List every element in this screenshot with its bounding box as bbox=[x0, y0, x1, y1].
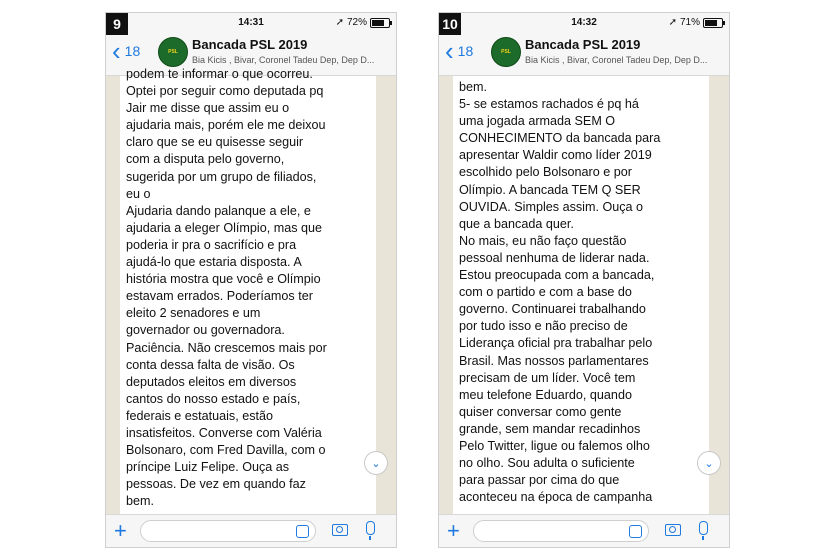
location-icon: ➚ bbox=[335, 17, 344, 28]
sticker-icon[interactable] bbox=[629, 525, 642, 538]
chevron-down-icon: ⌄ bbox=[371, 457, 381, 470]
camera-icon[interactable] bbox=[665, 524, 681, 536]
chevron-left-icon: ‹ bbox=[112, 36, 121, 66]
unread-count: 18 bbox=[457, 43, 474, 59]
group-logo-icon: PSL bbox=[168, 49, 178, 55]
unread-count: 18 bbox=[124, 43, 141, 59]
chat-title[interactable]: Bancada PSL 2019 bbox=[525, 37, 641, 52]
status-bar bbox=[439, 13, 729, 31]
message-input[interactable] bbox=[140, 520, 316, 542]
battery-percent: 71% bbox=[679, 17, 700, 28]
microphone-icon[interactable] bbox=[699, 521, 708, 535]
status-right bbox=[336, 17, 390, 28]
scroll-down-button[interactable] bbox=[364, 451, 388, 475]
camera-icon[interactable] bbox=[332, 524, 348, 536]
chat-participants[interactable]: Bia Kicis , Bivar, Coronel Tadeu Dep, Dep D... bbox=[525, 55, 708, 65]
battery-icon bbox=[370, 18, 390, 28]
status-time: 14:32 bbox=[571, 17, 597, 28]
chat-title[interactable]: Bancada PSL 2019 bbox=[192, 37, 308, 52]
message-text: podem te informar o que ocorreu. Optei por seguir como deputada pq Jair me disse que assim eu o ajudaria mais, porém ele me deixou claro que se eu quisesse seguir com a disputa pelo governo, sugerida por um grupo de filiados, eu o Ajudaria dando palanque a ele, e ajudaria a eleger Olímpio, mas que poderia ir pra o sacrifício e pra ajudá-lo que estaria disposta. A história mostra que você e Olímpio estavam errados. Poderíamos ter eleito 2 senadores e um governador ou governadora. Paciência. Não crescemos mais por conta dessa falta de visão. Os deputados eleitos em diversos cantos do nosso estado e país, federais e estatuais, estão insatisfeitos. Converse com Valéria Bolsonaro, com Fred Davilla, com o príncipe Luiz Felipe. Ouça as pessoas. De vez em quando faz bem. bbox=[126, 67, 327, 509]
chevron-left-icon: ‹ bbox=[445, 36, 454, 66]
status-time: 14:31 bbox=[238, 17, 264, 28]
plus-icon[interactable]: + bbox=[447, 518, 460, 543]
chevron-down-icon: ⌄ bbox=[704, 457, 714, 470]
chat-screenshot-9 bbox=[105, 12, 397, 548]
message-bubble[interactable] bbox=[120, 67, 376, 515]
battery-fill bbox=[705, 20, 717, 26]
battery-fill bbox=[372, 20, 384, 26]
chat-area[interactable] bbox=[439, 76, 729, 515]
group-avatar[interactable] bbox=[491, 37, 521, 67]
back-button[interactable] bbox=[112, 36, 141, 66]
status-bar bbox=[106, 13, 396, 31]
plus-icon[interactable]: + bbox=[114, 518, 127, 543]
microphone-icon[interactable] bbox=[366, 521, 375, 535]
location-icon: ➚ bbox=[668, 17, 677, 28]
screenshot-number-badge: 10 bbox=[439, 13, 461, 35]
message-input[interactable] bbox=[473, 520, 649, 542]
chat-screenshot-10 bbox=[438, 12, 730, 548]
battery-icon bbox=[703, 18, 723, 28]
chat-area[interactable] bbox=[106, 67, 396, 515]
status-right bbox=[669, 17, 723, 28]
group-avatar[interactable] bbox=[158, 37, 188, 67]
group-logo-icon: PSL bbox=[501, 49, 511, 55]
sticker-icon[interactable] bbox=[296, 525, 309, 538]
chat-header bbox=[439, 31, 729, 76]
screenshot-number-badge: 9 bbox=[106, 13, 128, 35]
message-text: bem. 5- se estamos rachados é pq há uma jogada armada SEM O CONHECIMENTO da bancada para apresentar Waldir como líder 2019 escolhido pelo Bolsonaro e por Olímpio. A bancada TEM Q SER OUVIDA. Simples assim. Ouça o que a bancada quer. No mais, eu não faço questão pessoal nenhuma de liderar nada. Estou preocupada com a bancada, com o partido e com a base do governo. Continuarei trabalhando por tudo isso e não preciso de Liderança oficial pra trabalhar pelo Brasil. Mas nossos parlamentares precisam de um líder. Você tem meu telefone Eduardo, quando quiser conversar como gente grande, sem mandar recadinhos Pelo Twitter, ligue ou falemos olho no olho. Sou adulta o suficiente para passar por cima do que aconteceu na época de campanha bbox=[459, 80, 661, 505]
input-bar bbox=[106, 514, 396, 547]
back-button[interactable] bbox=[445, 36, 474, 66]
battery-percent: 72% bbox=[346, 17, 367, 28]
input-bar bbox=[439, 514, 729, 547]
chat-participants[interactable]: Bia Kicis , Bivar, Coronel Tadeu Dep, Dep D... bbox=[192, 55, 375, 65]
message-bubble[interactable] bbox=[453, 76, 709, 515]
scroll-down-button[interactable] bbox=[697, 451, 721, 475]
